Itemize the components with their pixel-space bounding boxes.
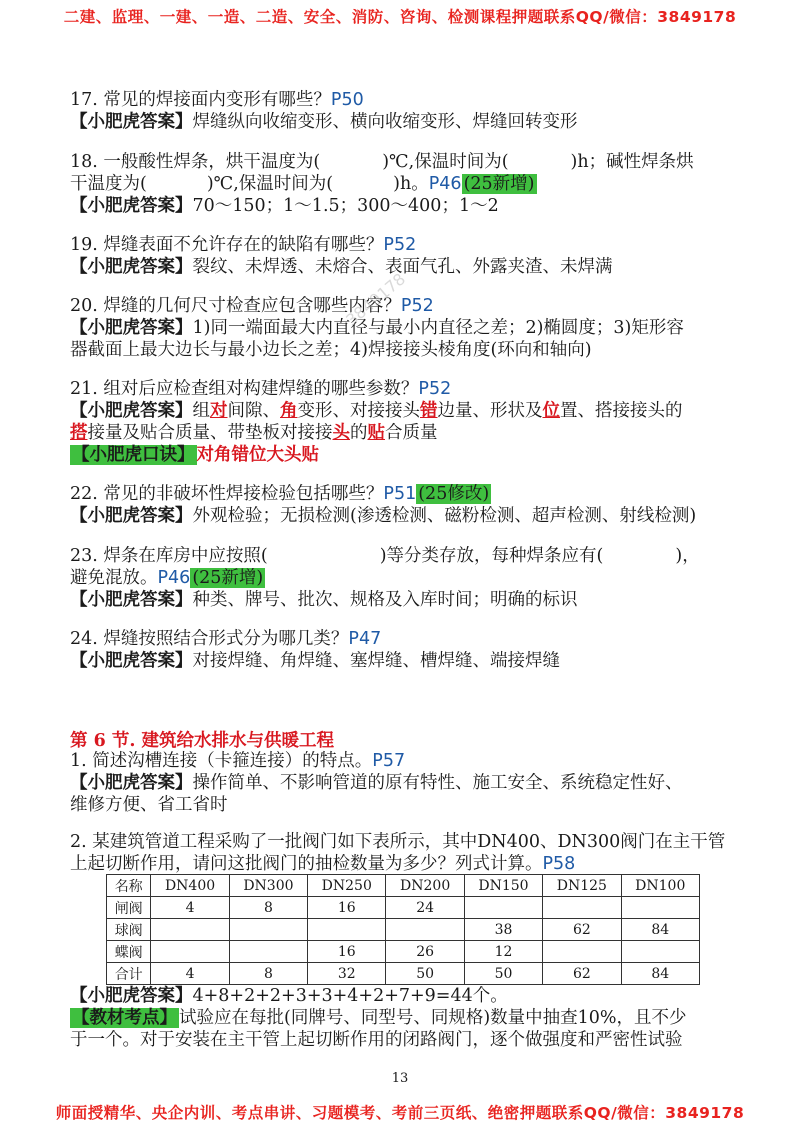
table-cell xyxy=(543,941,621,963)
page-reference: P57 xyxy=(372,751,406,771)
table-cell: 4 xyxy=(151,897,229,919)
answer-tag: 【小肥虎答案】 xyxy=(70,590,193,610)
table-cell xyxy=(464,897,542,919)
answer-text: 间隙、 xyxy=(227,401,280,421)
table-cell xyxy=(229,941,307,963)
answer-tag: 【小肥虎答案】 xyxy=(70,651,193,671)
textbook-text: 试验应在每批(同牌号、同型号、同规格)数量中抽查10%，且不少 xyxy=(179,1008,687,1028)
table-cell: 26 xyxy=(386,941,464,963)
page-reference: P58 xyxy=(542,854,576,874)
question-text: 24. 焊缝按照结合形式分为哪几类？ xyxy=(70,629,349,649)
table-cell: 38 xyxy=(464,919,542,941)
table-cell xyxy=(151,941,229,963)
section-answer-1-line-2 xyxy=(70,793,750,818)
mnemonic-char: 错 xyxy=(420,401,438,421)
table-cell: 16 xyxy=(308,941,386,963)
table-cell: 62 xyxy=(543,919,621,941)
page-reference: P52 xyxy=(418,379,452,399)
question-text: 22. 常见的非破坏性焊接检验包括哪些？ xyxy=(70,484,384,504)
mnemonic-21 xyxy=(70,443,750,468)
table-cell xyxy=(386,919,464,941)
table-cell: 84 xyxy=(621,963,699,985)
header-cell: DN100 xyxy=(621,875,699,897)
table-cell: 12 xyxy=(464,941,542,963)
mnemonic-char: 对 xyxy=(210,401,228,421)
answer-text: 1)同一端面最大内直径与最小内直径之差；2)椭圆度；3)矩形容 xyxy=(192,318,684,338)
question-text: 19. 焊缝表面不允许存在的缺陷有哪些？ xyxy=(70,235,384,255)
answer-text: 操作简单、不影响管道的原有特性、施工安全、系统稳定性好、 xyxy=(192,773,683,793)
question-text: 21. 组对后应检查组对构建焊缝的哪些参数？ xyxy=(70,379,419,399)
question-text: 1. 简述沟槽连接（卡箍连接）的特点。 xyxy=(70,751,373,771)
question-text: )℃,保温时间为( xyxy=(206,174,334,194)
answer-tag: 【小肥虎答案】 xyxy=(70,986,193,1006)
page-reference: P52 xyxy=(400,296,434,316)
answer-tag: 【小肥虎答案】 xyxy=(70,196,193,216)
question-text: 20. 焊缝的几何尺寸检查应包含哪些内容？ xyxy=(70,296,401,316)
answer-text: 合质量 xyxy=(385,423,438,443)
textbook-point-line-2 xyxy=(70,1028,750,1053)
table-cell xyxy=(308,919,386,941)
header-cell: DN300 xyxy=(229,875,307,897)
answer-text: 组 xyxy=(192,401,210,421)
table-cell: 50 xyxy=(464,963,542,985)
header-cell: DN200 xyxy=(386,875,464,897)
table-cell xyxy=(151,919,229,941)
question-text: 17. 常见的焊接面内变形有哪些？ xyxy=(70,90,331,110)
question-text: 避免混放。 xyxy=(70,568,158,588)
mnemonic-char: 搭 xyxy=(70,423,88,443)
mnemonic-text: 对角错位大头贴 xyxy=(196,445,319,465)
answer-23 xyxy=(70,588,750,613)
table-cell xyxy=(543,897,621,919)
table-cell xyxy=(621,941,699,963)
new-badge: (25新增) xyxy=(192,568,264,588)
page-reference: P51 xyxy=(383,484,417,504)
header-cell: DN150 xyxy=(464,875,542,897)
answer-tag: 【小肥虎答案】 xyxy=(70,401,193,421)
answer-19 xyxy=(70,255,750,280)
header-cell: DN125 xyxy=(543,875,621,897)
page-number: 13 xyxy=(391,1071,409,1086)
textbook-tag: 【教材考点】 xyxy=(72,1008,177,1028)
table-cell: 32 xyxy=(308,963,386,985)
answer-text: 70～150；1～1.5；300～400；1～2 xyxy=(192,196,499,216)
answer-tag: 【小肥虎答案】 xyxy=(70,112,193,132)
answer-text: 维修方便、省工省时 xyxy=(70,795,228,815)
question-text: 23. 焊条在库房中应按照( xyxy=(70,546,268,566)
answer-22 xyxy=(70,504,750,529)
top-banner: 二建、监理、一建、一造、二造、安全、消防、咨询、检测课程押题联系QQ/微信：3849178 xyxy=(63,8,737,26)
watermark: 3849178 xyxy=(342,269,410,330)
question-text: 干温度为( xyxy=(70,174,147,194)
table-cell: 4 xyxy=(151,963,229,985)
modified-badge: (25修改) xyxy=(418,484,490,504)
table-cell: 16 xyxy=(308,897,386,919)
new-badge: (25新增) xyxy=(463,174,535,194)
mnemonic-tag: 【小肥虎口诀】 xyxy=(72,445,195,465)
mnemonic-char: 头 xyxy=(332,423,350,443)
answer-18 xyxy=(70,194,750,219)
header-cell: DN250 xyxy=(308,875,386,897)
page-reference: P46 xyxy=(428,174,462,194)
answer-text: 焊缝纵向收缩变形、横向收缩变形、焊缝回转变形 xyxy=(192,112,578,132)
table-row xyxy=(107,919,700,941)
table-cell xyxy=(229,919,307,941)
table-cell: 球阀 xyxy=(107,919,151,941)
question-text: 2. 某建筑管道工程采购了一批阀门如下表所示，其中DN400、DN300阀门在主干管 xyxy=(70,832,726,852)
answer-tag: 【小肥虎答案】 xyxy=(70,773,193,793)
table-cell: 合计 xyxy=(107,963,151,985)
question-text: )， xyxy=(675,546,700,566)
header-cell: DN400 xyxy=(151,875,229,897)
table-cell: 62 xyxy=(543,963,621,985)
answer-tag: 【小肥虎答案】 xyxy=(70,506,193,526)
answer-text: 4+8+2+2+3+3+4+2+7+9=44个。 xyxy=(192,986,508,1006)
answer-text: 对接焊缝、角焊缝、塞焊缝、槽焊缝、端接焊缝 xyxy=(192,651,560,671)
question-text: 18. 一般酸性焊条，烘干温度为( xyxy=(70,152,321,172)
question-text: )等分类存放，每种焊条应有( xyxy=(379,546,604,566)
table-cell: 8 xyxy=(229,963,307,985)
mnemonic-char: 贴 xyxy=(367,423,385,443)
answer-24 xyxy=(70,649,750,674)
answer-20-line-2 xyxy=(70,338,750,363)
table-cell: 50 xyxy=(386,963,464,985)
header-cell: 名称 xyxy=(107,875,151,897)
page-reference: P52 xyxy=(383,235,417,255)
table-row xyxy=(107,897,700,919)
question-text: )h；碱性焊条烘 xyxy=(570,152,694,172)
answer-text: 边量、形状及 xyxy=(437,401,543,421)
mnemonic-char: 角 xyxy=(280,401,298,421)
table-cell: 24 xyxy=(386,897,464,919)
answer-tag: 【小肥虎答案】 xyxy=(70,257,193,277)
table-row xyxy=(107,941,700,963)
answer-17 xyxy=(70,110,750,135)
table-cell: 84 xyxy=(621,919,699,941)
answer-text: 器截面上最大边长与最小边长之差；4)焊接接头棱角度(环向和轴向) xyxy=(70,340,592,360)
answer-text: 种类、牌号、批次、规格及入库时间；明确的标识 xyxy=(192,590,578,610)
section-title: 第 6 节. 建筑给水排水与供暖工程 xyxy=(70,731,335,751)
question-text: )℃,保温时间为( xyxy=(382,152,509,172)
textbook-text: 于一个。对于安装在主干管上起切断作用的闭路阀门，逐个做强度和严密性试验 xyxy=(70,1030,683,1050)
answer-text: 置、搭接接头的 xyxy=(560,401,683,421)
valve-table xyxy=(106,874,700,985)
answer-text: 的 xyxy=(350,423,368,443)
table-cell: 8 xyxy=(229,897,307,919)
mnemonic-char: 位 xyxy=(542,401,560,421)
answer-text: 外观检验；无损检测(渗透检测、磁粉检测、超声检测、射线检测) xyxy=(192,506,697,526)
bottom-banner: 师面授精华、央企内训、考点串讲、习题模考、考前三页纸、绝密押题联系QQ/微信：3849178 xyxy=(55,1104,745,1122)
table-cell: 闸阀 xyxy=(107,897,151,919)
table-cell: 蝶阀 xyxy=(107,941,151,963)
answer-text: 变形、对接接头 xyxy=(297,401,420,421)
answer-tag: 【小肥虎答案】 xyxy=(70,318,193,338)
page-reference: P50 xyxy=(330,90,364,110)
answer-text: 裂纹、未焊透、未熔合、表面气孔、外露夹渣、未焊满 xyxy=(192,257,613,277)
question-text: )h。 xyxy=(393,174,429,194)
page-reference: P47 xyxy=(348,629,382,649)
page-reference: P46 xyxy=(157,568,191,588)
table-header-row xyxy=(107,875,700,897)
answer-text: 接量及贴合质量、带垫板对接接 xyxy=(87,423,333,443)
question-text: 上起切断作用，请问这批阀门的抽检数量为多少？列式计算。 xyxy=(70,854,543,874)
table-total-row xyxy=(107,963,700,985)
table-cell xyxy=(621,897,699,919)
